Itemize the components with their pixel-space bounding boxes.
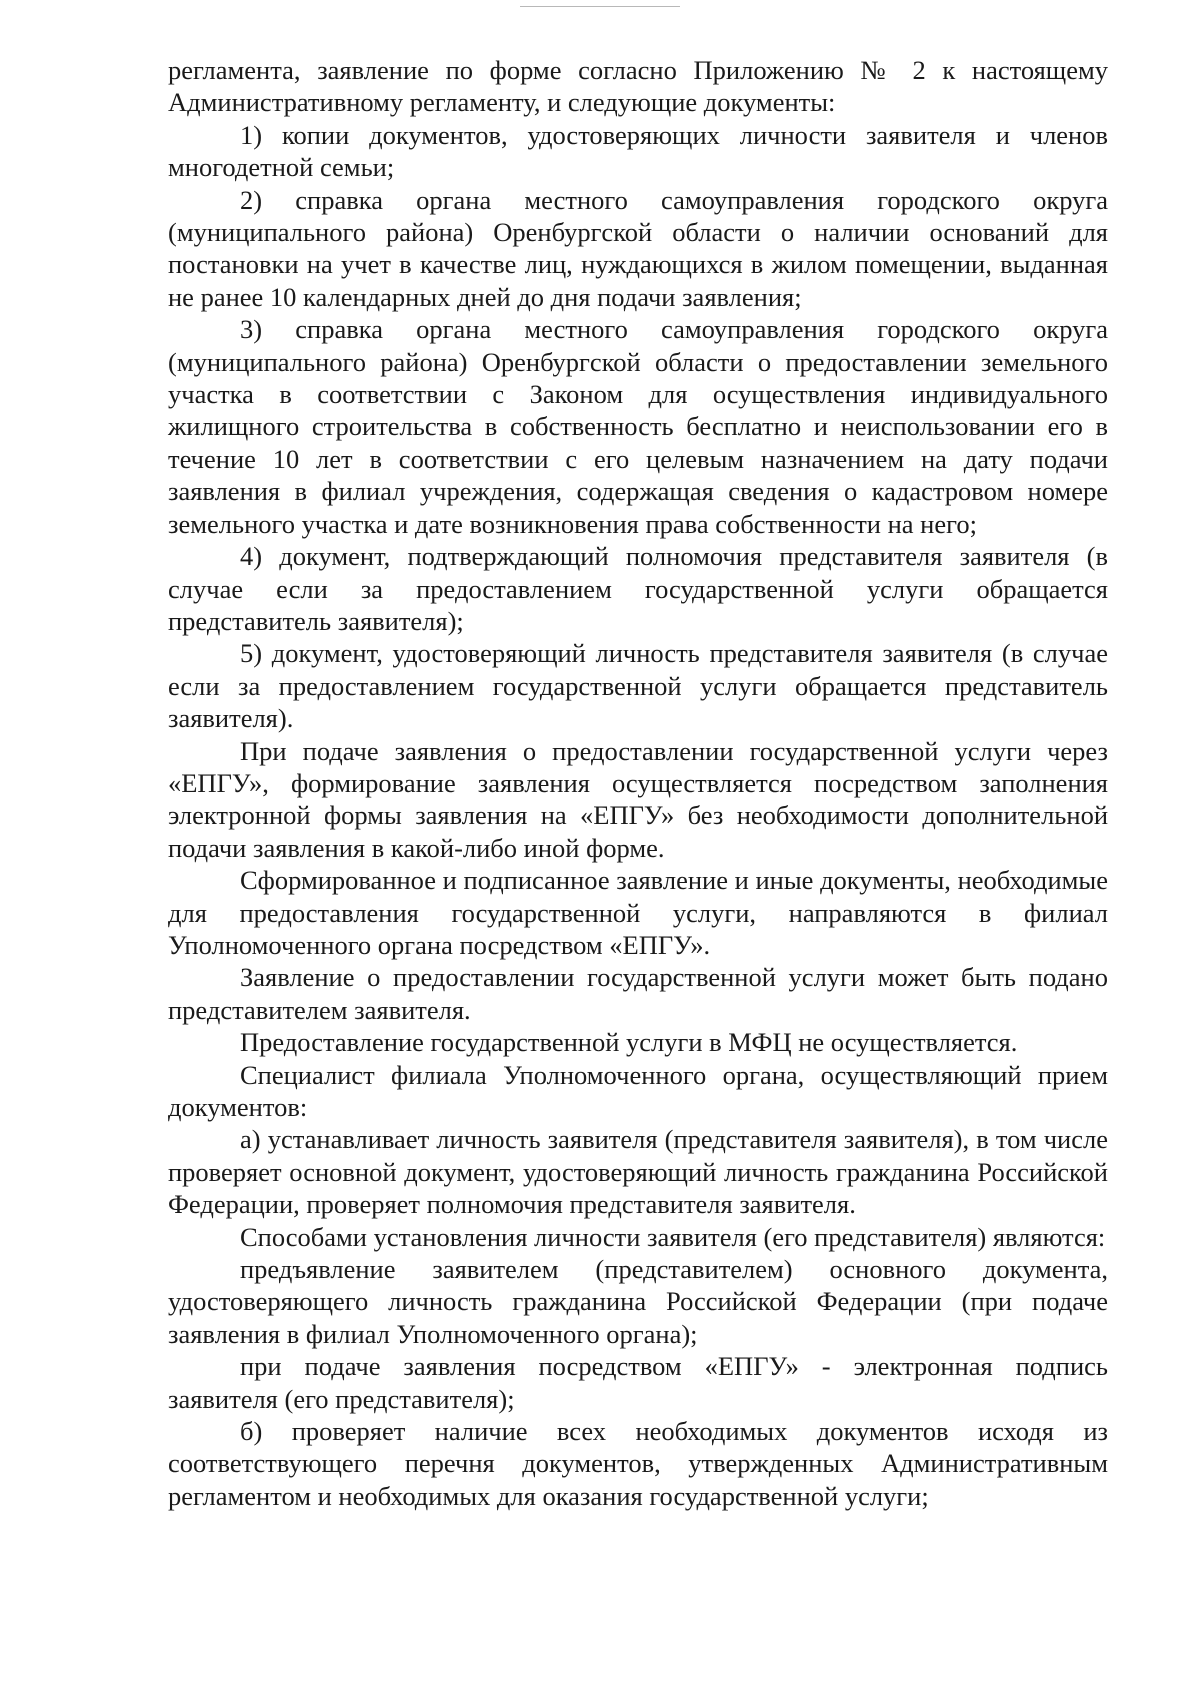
scan-artifact-top bbox=[520, 6, 680, 7]
paragraph-specialist: Специалист филиала Уполномоченного органа, осуществляющий прием документов: bbox=[168, 1059, 1108, 1122]
paragraph-identification-methods: Способами установления личности заявителя (его представителя) являются: bbox=[240, 1221, 1106, 1252]
paragraph-continuation: регламента, заявление по форме согласно Приложению № 2 к настоящему Административному регламенту, и следующие документы: bbox=[168, 55, 1108, 118]
list-item-a: а) устанавливает личность заявителя (представителя заявителя), в том числе проверяет основной документ, удостоверяющий личность гражданина Российской Федерации, проверяет полномочия представителя заявителя. bbox=[168, 1124, 1108, 1220]
list-item-5: 5) документ, удостоверяющий личность представителя заявителя (в случае если за предоставлением государственной услуги обращается представитель заявителя). bbox=[168, 638, 1108, 734]
list-item-2: 2) справка органа местного самоуправления городского округа (муниципального района) Оренбургской области о наличии оснований для постановки на учет в качестве лиц, нуждающихся в жилом помещении, выданная не ранее 10 календарных дней до дня подачи заявления; bbox=[168, 184, 1108, 312]
paragraph-representative: Заявление о предоставлении государственной услуги может быть подано представителем заявителя. bbox=[168, 962, 1108, 1025]
paragraph-signed-application: Сформированное и подписанное заявление и иные документы, необходимые для предоставления государственной услуги, направляются в филиал Уполномоченного органа посредством «ЕПГУ». bbox=[168, 865, 1108, 960]
paragraph-mfc: Предоставление государственной услуги в МФЦ не осуществляется. bbox=[240, 1027, 1018, 1058]
paragraph-epgu-submission: При подаче заявления о предоставлении государственной услуги через «ЕПГУ», формирование заявления осуществляется посредством заполнения электронной формы заявления на «ЕПГУ» без необходимости дополнительной подачи заявления в какой-либо иной форме. bbox=[168, 735, 1108, 863]
document-page bbox=[168, 54, 1108, 1512]
paragraph-electronic-signature: при подаче заявления посредством «ЕПГУ» - электронная подпись заявителя (его представителя); bbox=[168, 1351, 1108, 1414]
list-item-b: б) проверяет наличие всех необходимых документов исходя из соответствующего перечня документов, утвержденных Административным регламентом и необходимых для оказания государственной услуги; bbox=[168, 1416, 1108, 1511]
list-item-4: 4) документ, подтверждающий полномочия представителя заявителя (в случае если за предоставлением государственной услуги обращается представитель заявителя); bbox=[168, 541, 1108, 636]
list-item-3: 3) справка органа местного самоуправления городского округа (муниципального района) Оренбургской области о предоставлении земельного участка в соответствии с Законом для осуществления индивидуального жилищного строительства в собственность бесплатно и неиспользовании его в течение 10 лет в соответствии с его целевым назначением на дату подачи заявления в филиал учреждения, содержащая сведения о кадастровом номере земельного участка и дате возникновения права собственности на него; bbox=[168, 314, 1108, 539]
list-item-1: 1) копии документов, удостоверяющих личности заявителя и членов многодетной семьи; bbox=[168, 119, 1108, 183]
paragraph-presentation: предъявление заявителем (представителем) основного документа, удостоверяющего личность гражданина Российской Федерации (при подаче заявления в филиал Уполномоченного органа); bbox=[168, 1254, 1108, 1349]
